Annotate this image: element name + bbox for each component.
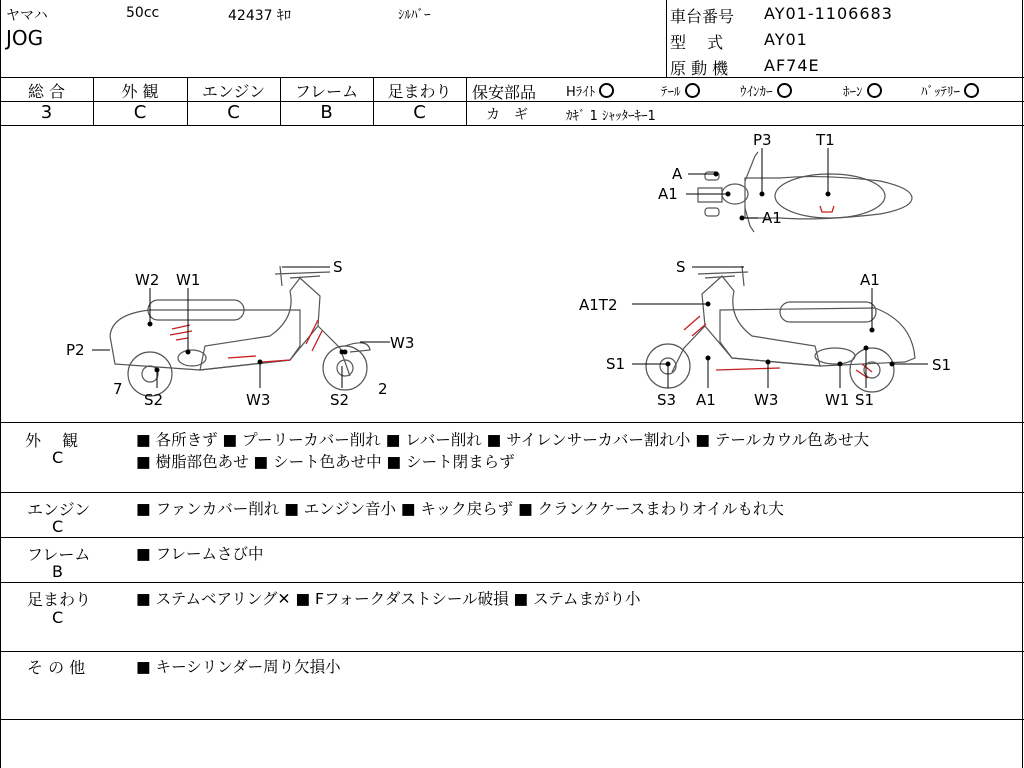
chassis-value: AY01-1106683 [764,4,893,23]
type-value: AY01 [764,30,808,49]
diag-label-top-a1a: A1 [658,185,678,203]
detail-category-other: そ の 他 [27,658,86,677]
detail-grade-frame: B [52,562,63,581]
safety-item-horn: ﾎｰﾝ [843,81,882,100]
grade-label-suspension: 足まわり [387,82,452,101]
grade-value-engine: C [227,102,240,123]
diag-label-left-w3b: W3 [246,391,271,409]
diag-label-right-a1a: A1 [860,271,880,289]
diag-label-right-s: S [676,258,686,276]
detail-items-exterior-1: ■ 各所きず ■ プーリーカバー削れ ■ レバー削れ ■ サイレンサーカバー割れ小 ■ テールカウル色あせ大 [136,431,870,449]
diag-label-left-w2: W2 [135,271,160,289]
ok-mark-icon [685,83,700,98]
engine-label: 原 動 機 [670,59,729,78]
diag-label-right-s1c: S1 [855,391,875,409]
chassis-label: 車台番号 [670,7,735,26]
damage-marks [170,206,872,378]
diag-label-top-t1: T1 [816,131,835,149]
divider [466,77,467,125]
maker: ヤマハ [6,8,48,24]
ok-mark-icon [777,83,792,98]
divider [0,651,1024,652]
grade-value-suspension: C [413,102,426,123]
ok-mark-icon [867,83,882,98]
grade-value-exterior: C [133,102,147,123]
diag-label-top-a1b: A1 [762,209,782,227]
diag-label-right-s1b: S1 [932,356,952,374]
divider [466,101,1024,102]
detail-category-exterior: 外 観 [25,431,79,450]
ok-mark-icon [599,83,614,98]
divider [0,492,1024,493]
detail-items-suspension-1: ■ ステムベアリング✕ ■ Fフォークダストシール破損 ■ ステムまがり小 [136,590,641,608]
diag-label-top-a: A [672,165,683,183]
scooter-top-view [698,152,912,232]
detail-grade-exterior: C [52,448,64,467]
grade-label-engine: エンジン [201,82,266,101]
detail-items-frame-1: ■ フレームさび中 [136,545,264,563]
diag-label-left-w1: W1 [176,271,201,289]
divider [0,582,1024,583]
diag-label-left-7: 7 [113,380,123,398]
diag-label-left-s2b: S2 [330,391,350,409]
detail-category-suspension: 足まわり [27,590,92,609]
safety-item-battery: ﾊﾞｯﾃﾘｰ [921,81,979,100]
safety-item-winker: ｳｲﾝｶｰ [740,81,792,100]
divider [666,0,667,77]
safety-title: 保安部品 [472,83,537,102]
diag-label-left-s2a: S2 [144,391,164,409]
grade-label-exterior: 外 観 [121,82,159,101]
diag-label-right-w3: W3 [754,391,779,409]
engine-value: AF74E [764,56,820,75]
key-value: ｶｷﾞ 1 ｼｬｯﾀｰｷｰ1 [566,109,656,124]
divider [0,77,1024,78]
safety-item-headlight: Hﾗｲﾄ [566,81,614,100]
diag-label-right-s1a: S1 [606,355,626,373]
body-color: ｼﾙﾊﾞｰ [398,8,431,23]
mileage: 42437 ｷﾛ [228,8,291,24]
diag-label-left-w3a: W3 [390,334,415,352]
diag-label-right-a1b: A1 [696,391,716,409]
grade-label-frame: フレーム [294,82,359,101]
grade-value-frame: B [320,102,333,123]
type-label: 型 式 [670,33,724,52]
divider [0,537,1024,538]
grade-label-total: 総 合 [27,82,66,101]
diag-label-right-a1t2: A1T2 [579,296,618,314]
displacement: 50cc [126,5,160,21]
detail-grade-engine: C [52,517,64,536]
diag-label-left-2: 2 [378,380,388,398]
detail-category-frame: フレーム [27,545,91,564]
key-label: カ ギ [486,107,528,123]
detail-items-exterior-2: ■ 樹脂部色あせ ■ シート色あせ中 ■ シート閉まらず [136,453,515,471]
diag-label-left-s: S [333,258,343,276]
diag-label-left-p2: P2 [66,341,85,359]
divider [0,719,1024,720]
safety-item-tail: ﾃｰﾙ [661,81,700,100]
diag-label-top-p3: P3 [753,131,772,149]
diag-label-right-s3: S3 [657,391,677,409]
detail-items-engine-1: ■ ファンカバー削れ ■ エンジン音小 ■ キック戻らず ■ クランクケースまわりオイルもれ大 [136,500,784,518]
detail-grade-suspension: C [52,608,64,627]
grade-value-total: 3 [40,102,53,123]
damage-diagram [0,126,1024,423]
detail-category-engine: エンジン [27,500,91,519]
detail-items-other-1: ■ キーシリンダー周り欠損小 [136,658,341,676]
model-name: JOG [6,26,44,50]
ok-mark-icon [964,83,979,98]
diag-label-right-w1: W1 [825,391,850,409]
